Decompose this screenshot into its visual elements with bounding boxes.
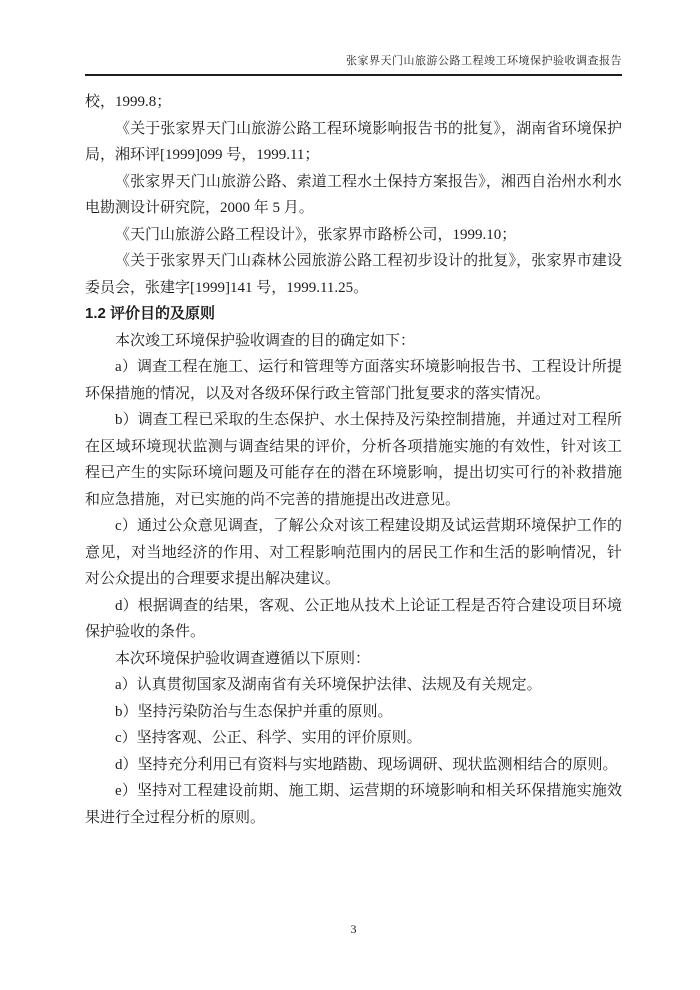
list-item-a-principle: a）认真贯彻国家及湖南省有关环境保护法律、法规及有关规定。 — [115, 677, 542, 693]
list-item-a-purpose: a）调查工程在施工、运行和管理等方面落实环境影响报告书、工程设计所提环保措施的情况，以及对各级环保行政主管部门批复要求的落实情况。 — [85, 359, 622, 402]
list-item-d-purpose: d）根据调查的结果，客观、公正地从技术上论证工程是否符合建设项目环境保护验收的条件。 — [85, 597, 622, 640]
section-heading-1-2: 1.2 评价目的及原则 — [85, 305, 216, 322]
reference-item: 《天门山旅游公路工程设计》，张家界市路桥公司，1999.10； — [115, 226, 517, 243]
list-item-c-purpose: c）通过公众意见调查，了解公众对该工程建设期及试运营期环境保护工作的意见，对当地经济的作用、对工程影响范围内的居民工作和生活的影响情况，针对公众提出的合理要求提出解决建议。 — [85, 518, 622, 587]
list-item-b-principle: b）坚持污染防治与生态保护并重的原则。 — [115, 703, 393, 720]
page-footer — [85, 922, 622, 937]
list-item-c-principle: c）坚持客观、公正、科学、实用的评价原则。 — [115, 730, 422, 746]
document-body — [85, 89, 622, 831]
paragraph: 本次环境保护验收调查遵循以下原则： — [115, 650, 371, 667]
list-item-b-purpose: b）调查工程已采取的生态保护、水土保持及污染控制措施，并通过对工程所在区域环境现状监测与调查结果的评价，分析各项措施实施的有效性，针对该工程已产生的实际环境问题及可能存在的潜在环境影响，提出切实可行的补救措施和应急措施，对已实施的尚不完善的措施提出改进意见。 — [85, 412, 622, 508]
reference-item: 《张家界天门山旅游公路、索道工程水土保持方案报告》，湘西自治州水利水电勘测设计研究院，2000 年 5 月。 — [85, 173, 622, 216]
page-number: 3 — [350, 922, 357, 936]
paragraph-continuation: 校，1999.8； — [85, 94, 172, 110]
list-item-e-principle: e）坚持对工程建设前期、施工期、运营期的环境影响和相关环保措施实施效果进行全过程分析的原则。 — [85, 783, 622, 826]
reference-item: 《关于张家界天门山旅游公路工程环境影响报告书的批复》，湖南省环境保护局，湘环评[1999]099 号，1999.11； — [85, 120, 622, 163]
page-header — [85, 52, 622, 76]
running-title: 张家界天门山旅游公路工程竣工环境保护验收调查报告 — [346, 55, 622, 67]
reference-item: 《关于张家界天门山森林公园旅游公路工程初步设计的批复》，张家界市建设委员会，张建字[1999]141 号，1999.11.25。 — [85, 253, 622, 296]
paragraph: 本次竣工环境保护验收调查的目的确定如下： — [115, 332, 416, 349]
list-item-d-principle: d）坚持充分利用已有资料与实地踏勘、现场调研、现状监测相结合的原则。 — [115, 756, 618, 773]
